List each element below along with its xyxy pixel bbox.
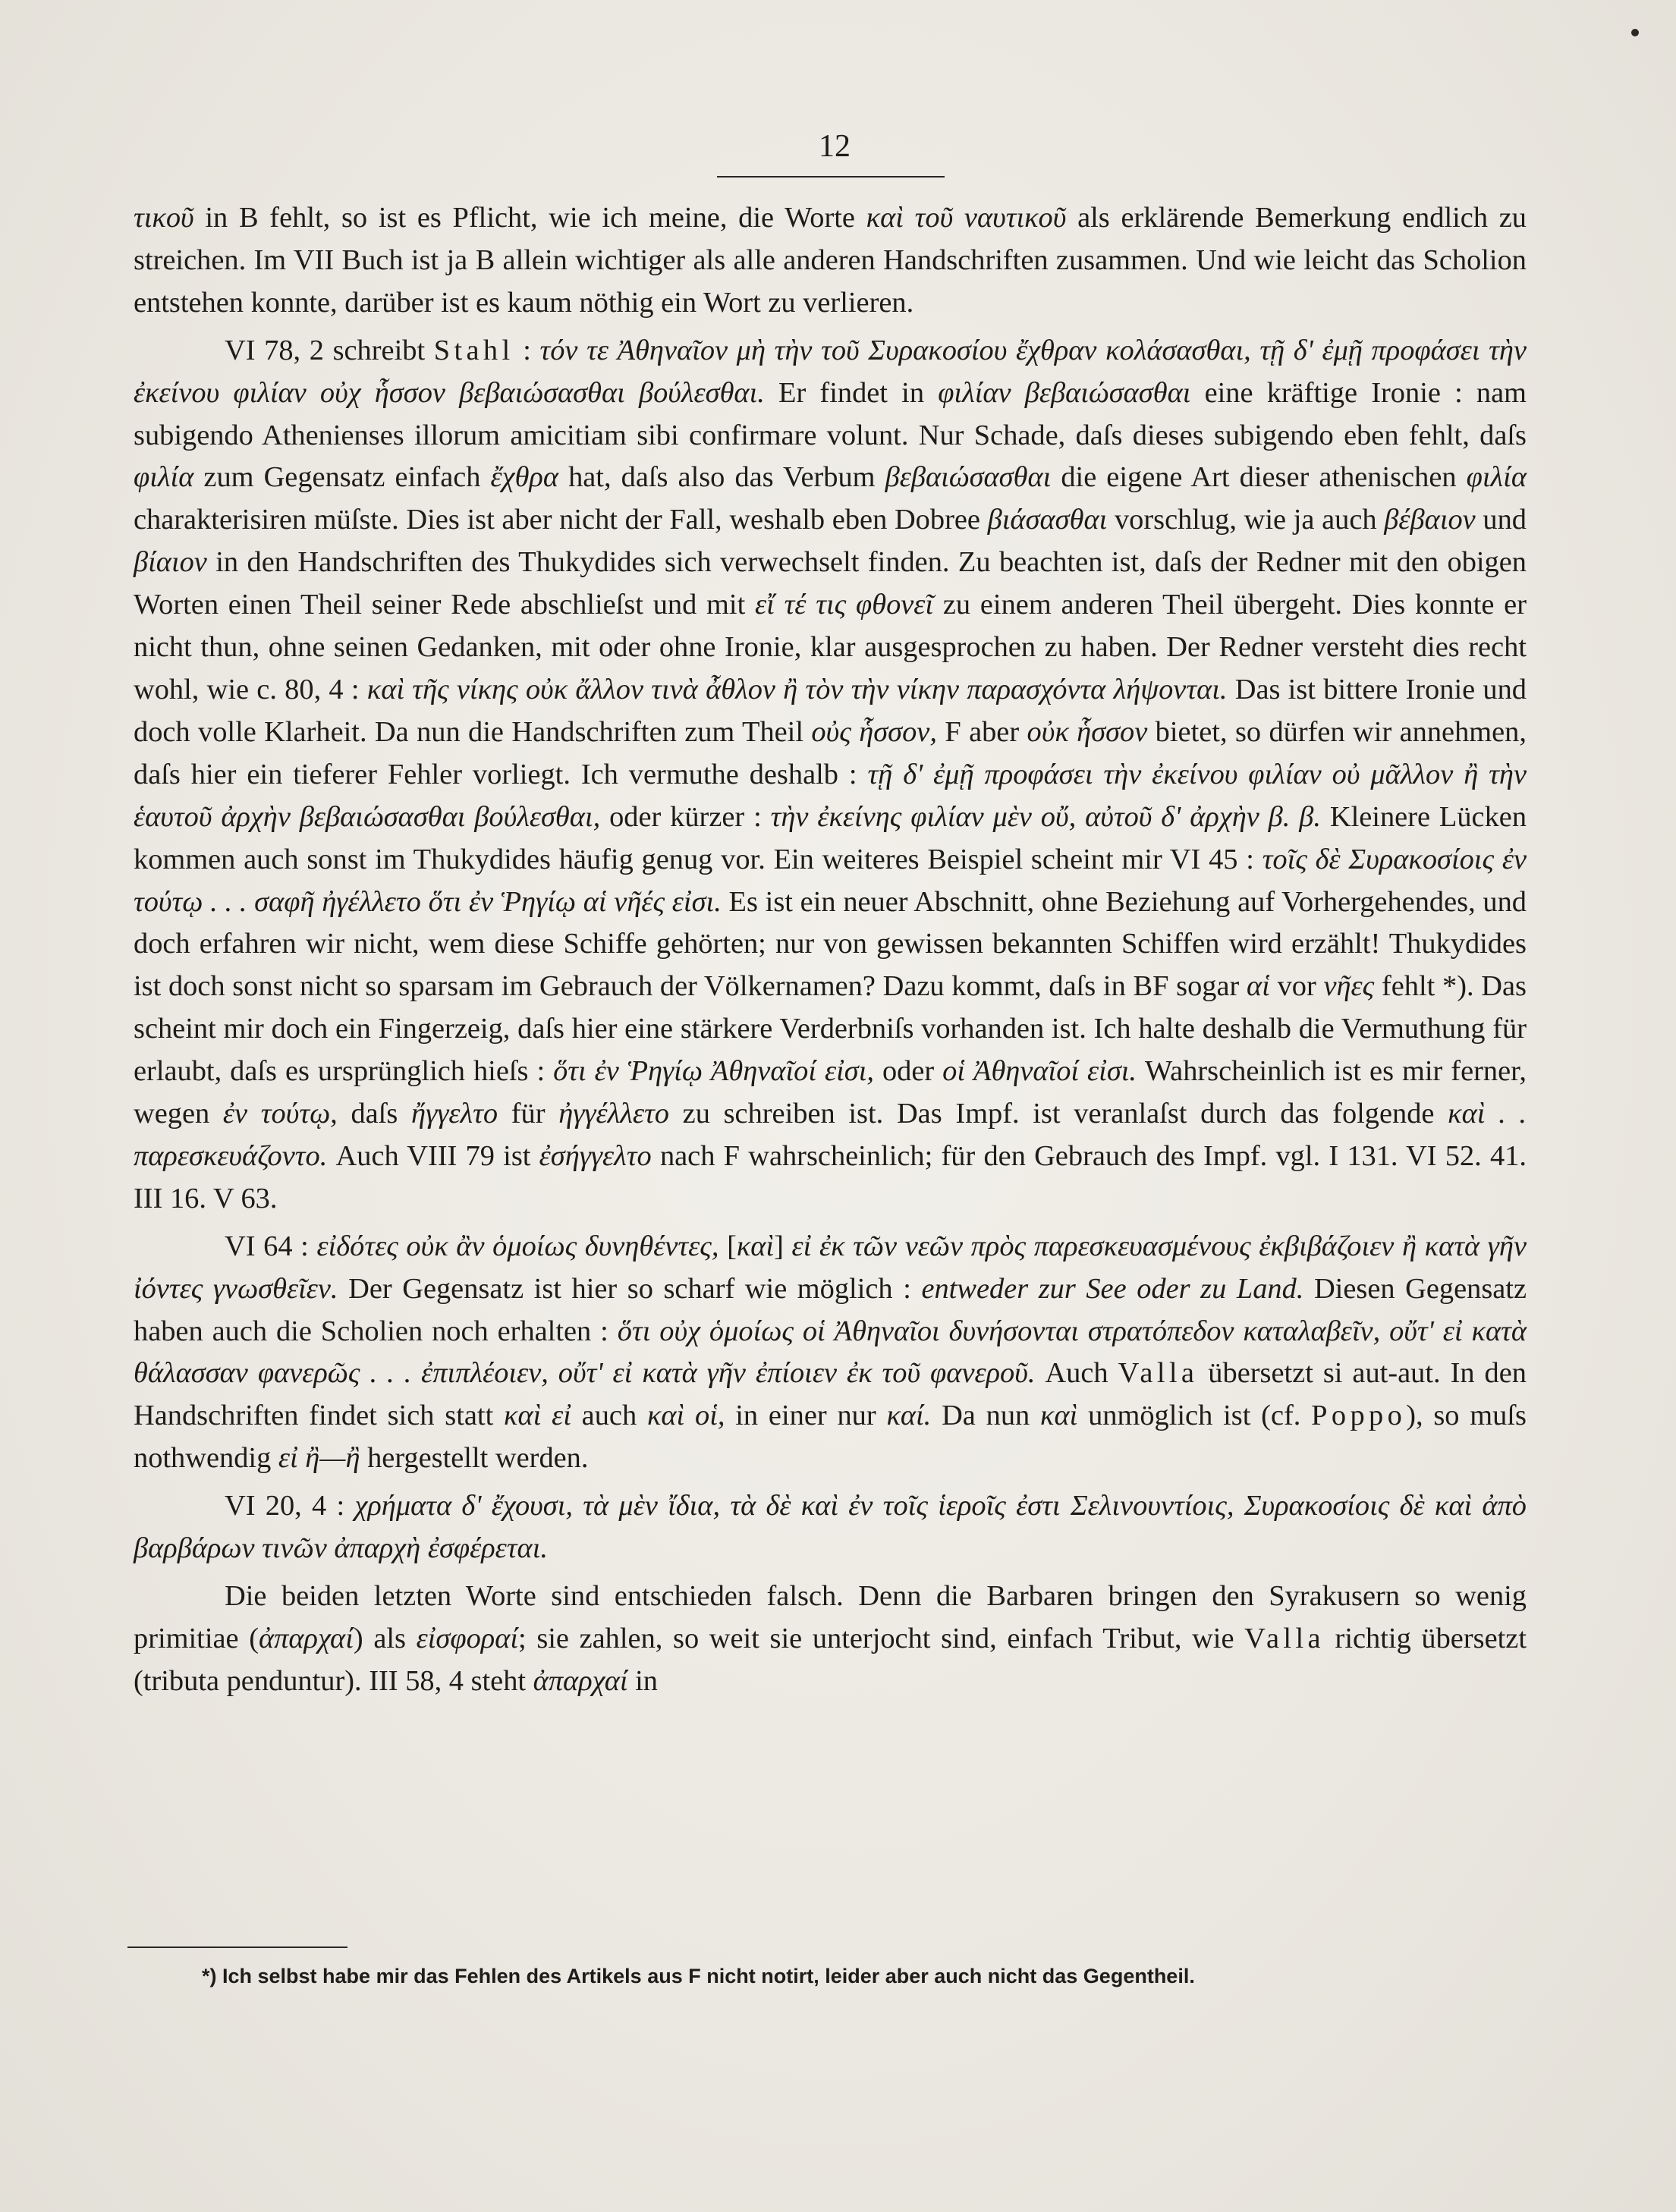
text-run: Da nun (931, 1400, 1041, 1432)
greek-text: entweder zur See oder zu Land. (921, 1272, 1304, 1305)
greek-text: τοῖς δὲ Συρακοσίοις ἐν τούτῳ . . . σαφῆ ἠγέλλετο ὅτι ἐν Ῥηγίῳ αἱ νῆές εἰσι. (134, 843, 1527, 918)
text-run: Wahrscheinlich ist es mir ferner, wegen (134, 1055, 1527, 1130)
greek-text: ἐν τούτῳ, (222, 1098, 338, 1130)
paragraph (134, 1226, 1527, 1480)
greek-text: ἐσήγγελτο (539, 1139, 652, 1172)
paragraph (134, 197, 1527, 325)
greek-text: εἴ τέ τις φθονεῖ (755, 589, 934, 621)
text-run: richtig übersetzt (tributa penduntur). III 58, 4 steht (134, 1622, 1527, 1697)
text-run: fehlt *). Das scheint mir doch ein Fingerzeig, daſs hier eine stärkere Verderbniſs vorhanden ist. Ich halte deshalb die Vermuthung für erlaubt, daſs es ursprünglich hieſs : (134, 970, 1527, 1088)
text-run: ] (774, 1230, 792, 1262)
greek-text: ὅτι οὐχ ὁμοίως οἱ Ἀθηναῖοι δυνήσονται στρατόπεδον καταλαβεῖν, οὔτ' εἰ κατὰ θάλασσαν φανερῶς . . . ἐπιπλέοιεν, οὔτ' εἰ κατὰ γῆν ἐπίοιεν ἐκ τοῦ φανεροῦ. (134, 1315, 1527, 1390)
greek-text: τὴν ἐκείνης φιλίαν μὲν οὔ, αὐτοῦ δ' ἀρχὴν β. β. (770, 800, 1321, 833)
greek-text: τικοῦ (134, 202, 194, 234)
text-run: nach F wahrscheinlich; für den Gebrauch des Impf. vgl. I 131. VI 52. 41. III 16. V 63. (134, 1139, 1527, 1214)
paragraph (134, 1576, 1527, 1703)
paragraph (134, 330, 1527, 1221)
greek-text: εἰ ἢ—ἢ (278, 1442, 360, 1475)
text-run: vorschlug, wie ja auch (1107, 504, 1385, 536)
greek-text: καὶ οἱ, (646, 1400, 725, 1432)
text-run: in B fehlt, so ist es Pflicht, wie ich meine, die Worte (193, 202, 866, 234)
text-run: Der Gegensatz ist hier so scharf wie möglich : (338, 1272, 922, 1305)
greek-text: χρήματα δ' ἔχουσι, τὰ μὲν ἴδια, τὰ δὲ καὶ ἐν τοῖς ἱεροῖς ἐστι Σελινουντίοις, Συρακοσίοις δὲ καὶ ἀπὸ βαρβάρων τινῶν ἀπαρχὴ ἐσφέρεται. (134, 1490, 1527, 1565)
page-speck (1631, 29, 1639, 36)
text-run: VI 20, 4 : (225, 1490, 355, 1522)
greek-text: καί. (886, 1400, 932, 1432)
text-run: [ (719, 1230, 737, 1262)
greek-text: βιάσασθαι (987, 504, 1108, 536)
greek-text: φιλίαν βεβαιώσασθαι (938, 376, 1191, 409)
paragraph (134, 1485, 1527, 1570)
text-run: ), so muſs nothwendig (134, 1400, 1527, 1475)
text-run: Diesen Gegensatz haben auch die Scholien noch erhalten : (134, 1272, 1527, 1347)
author-name: Valla (1244, 1622, 1325, 1654)
greek-text: ἠγγέλλετο (558, 1098, 669, 1130)
text-run: bietet, so dürfen wir annehmen, daſs hier ein tieferer Fehler vorliegt. Ich vermuthe deshalb : (134, 715, 1527, 790)
greek-text: βεβαιώσασθαι (885, 461, 1052, 494)
text-run: Auch VIII 79 ist (327, 1139, 539, 1172)
text-run: Kleinere Lücken kommen auch sonst im Thukydides häufig genug vor. Ein weiteres Beispiel scheint mir VI 45 : (134, 800, 1527, 875)
greek-text: φιλία (134, 461, 194, 494)
greek-text: καὶ εἰ (504, 1400, 571, 1432)
text-run: und (1475, 504, 1527, 536)
greek-text: ὅτι ἐν Ῥηγίῳ Ἀθηναῖοί εἰσι, (553, 1055, 874, 1088)
text-run: für (498, 1098, 559, 1130)
text-run: in (627, 1664, 659, 1697)
text-run: unmöglich ist (cf. (1077, 1400, 1312, 1432)
text-run: zu einem anderen Theil übergeht. Dies konnte er nicht thun, ohne seinen Gedanken, mit oder ohne Ironie, klar ausgesprochen zu haben. Der Redner versteht dies recht wohl, wie c. 80, 4 : (134, 589, 1527, 705)
text-run: hergestellt werden. (360, 1442, 589, 1475)
text-run: übersetzt si aut-aut. In den Handschriften findet sich statt (134, 1357, 1527, 1432)
author-name: Poppo (1311, 1400, 1407, 1432)
text-run: Er findet in (764, 376, 939, 409)
greek-text: καὶ τοῦ ναυτικοῦ (866, 202, 1067, 234)
text-run: zum Gegensatz einfach (193, 461, 491, 494)
text-run: ; sie zahlen, so weit sie unterjocht sind, einfach Tribut, wie (518, 1622, 1245, 1654)
greek-text: τῇ δ' ἐμῇ προφάσει τὴν ἐκείνου φιλίαν οὐ μᾶλλον ἢ τὴν ἑαυτοῦ ἀρχὴν βεβαιώσασθαι βούλεσθαι, (134, 758, 1527, 833)
text-run: die eigene Art dieser athenischen (1051, 461, 1467, 494)
greek-text: ἔχθρα (490, 461, 559, 494)
text-run: vor (1269, 970, 1324, 1003)
author-name: Valla (1118, 1357, 1199, 1390)
text-run: Das ist bittere Ironie und doch volle Klarheit. Da nun die Handschriften zum Theil (134, 673, 1527, 748)
author-name: Stahl (433, 334, 514, 366)
greek-text: νῆες (1323, 970, 1375, 1003)
text-run: oder (873, 1055, 943, 1088)
greek-text: ἤγγελτο (411, 1098, 498, 1130)
greek-text: βίαιον (134, 546, 207, 579)
greek-text: βέβαιον (1384, 504, 1476, 536)
greek-text: αἱ (1247, 970, 1270, 1003)
text-run: daſs (337, 1098, 412, 1130)
greek-text: οὐκ ἧσσον (1027, 715, 1148, 748)
greek-text: εἰ ἐκ τῶν νεῶν πρὸς παρεσκευασμένους ἐκβιβάζοιεν ἢ κατὰ γῆν ἰόντες γνωσθεῖεν. (134, 1230, 1527, 1305)
greek-text: φιλία (1466, 461, 1527, 494)
text-run: eine kräftige Ironie : nam subigendo Athenienses illorum amicitiam sibi confirmare volunt. Nur Schade, daſs dieses subigendo eben fehlt, daſs (134, 376, 1527, 451)
greek-text: εἰδότες οὐκ ἂν ὁμοίως δυνηθέντες, (316, 1230, 719, 1262)
text-run: zu schreiben ist. Das Impf. ist veranlaſst durch das folgende (668, 1098, 1448, 1130)
greek-text: ἀπαρχαί (259, 1622, 354, 1654)
greek-text: καὶ (736, 1230, 775, 1262)
header-rule (717, 176, 945, 178)
text-run: : (514, 334, 540, 366)
text-run: Die beiden letzten Worte sind entschieden falsch. Denn die Barbaren bringen den Syrakusern so wenig primitiae ( (134, 1580, 1527, 1654)
text-run: in einer nur (725, 1400, 887, 1432)
text-run: F aber (936, 715, 1027, 748)
greek-text: εἰσφοραί (416, 1622, 519, 1654)
text-run: Auch (1035, 1357, 1118, 1390)
text-run: VI 64 : (225, 1230, 317, 1262)
text-run: als erklärende Bemerkung endlich zu streichen. Im VII Buch ist ja B allein wichtiger als alle anderen Handschriften zusammen. Und wie leicht das Scholion entstehen konnte, darüber ist es kaum nöthig ein Wort zu verlieren. (134, 202, 1527, 319)
text-run: auch (571, 1400, 647, 1432)
greek-text: καὶ τῆς νίκης οὐκ ἄλλον τινὰ ἆθλον ἢ τὸν τὴν νίκην παρασχόντα λήψονται. (366, 673, 1228, 705)
page-number: 12 (819, 129, 851, 164)
greek-text: ἀπαρχαί (533, 1664, 628, 1697)
greek-text: καὶ (1040, 1400, 1078, 1432)
greek-text: καὶ . . παρεσκευάζοντο. (134, 1098, 1527, 1172)
text-run: Es ist ein neuer Abschnitt, ohne Beziehung auf Vorhergehendes, und doch erfahren wir nicht, wem diese Schiffe gehörten; nur von gewissen bekannten Schiffen wird erzählt! Thukydides ist doch sonst nicht so sparsam im Gebrauch der Völkernamen? Dazu kommt, daſs in BF sogar (134, 885, 1527, 1003)
body-text (134, 197, 1527, 1703)
greek-text: οὐς ἧσσον, (811, 715, 937, 748)
text-run: VI 78, 2 schreibt (225, 334, 434, 366)
greek-text: οἱ Ἀθηναῖοί εἰσι. (942, 1055, 1137, 1088)
text-run: oder kürzer : (600, 800, 771, 833)
footnote: *) Ich selbst habe mir das Fehlen des Artikels aus F nicht notirt, leider aber auch nicht das Gegentheil. (202, 1965, 1195, 1987)
text-run: in den Handschriften des Thukydides sich verwechselt finden. Zu beachten ist, daſs der Redner mit den obigen Worten einen Theil seiner Rede abschlieſst und mit (134, 546, 1527, 621)
footnote-rule (127, 1946, 347, 1948)
text-run: hat, daſs also das Verbum (558, 461, 885, 494)
text-run: ) als (353, 1622, 417, 1654)
text-run: charakterisiren müſste. Dies ist aber nicht der Fall, weshalb eben Dobree (134, 504, 988, 536)
greek-text: τόν τε Ἀθηναῖον μὴ τὴν τοῦ Συρακοσίου ἔχθραν κολάσασθαι, τῇ δ' ἐμῇ προφάσει τὴν ἐκείνου φιλίαν οὐχ ἧσσον βεβαιώσασθαι βούλεσθαι. (134, 334, 1527, 409)
